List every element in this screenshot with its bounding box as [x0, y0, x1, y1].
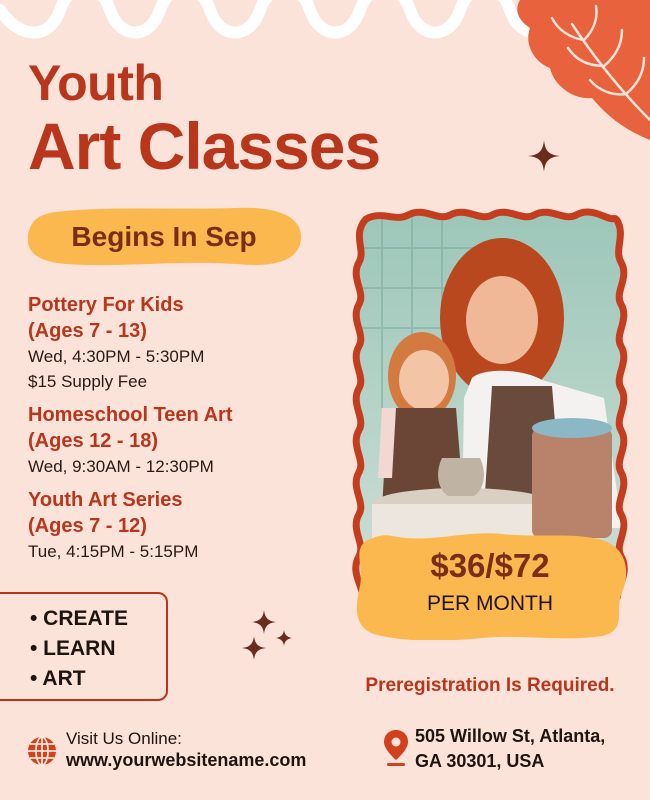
- address-line-1: 505 Willow St, Atlanta,: [415, 726, 606, 746]
- class-ages: (Ages 7 - 12): [28, 515, 147, 537]
- class-ages: (Ages 7 - 13): [28, 320, 147, 342]
- visit-label: Visit Us Online:: [66, 729, 182, 748]
- class-pottery-for-kids: [28, 292, 328, 394]
- sparkles-icon: [240, 610, 296, 664]
- class-name: Homeschool Teen Art: [28, 404, 233, 426]
- price-amount: $36/$72: [430, 547, 550, 584]
- sparkle-icon: [526, 138, 562, 174]
- location-pin-icon: [384, 730, 408, 766]
- title-line-1: Youth: [28, 55, 164, 111]
- class-homeschool-teen-art: [28, 402, 328, 479]
- class-youth-art-series: [28, 487, 328, 564]
- website-link[interactable]: www.yourwebsitename.com: [66, 750, 307, 770]
- address-line-2: GA 30301, USA: [415, 751, 545, 771]
- begins-label: Begins In Sep: [71, 221, 257, 252]
- bullet-art: • ART: [30, 667, 86, 690]
- class-schedule: [28, 292, 328, 572]
- highlights-box: [0, 592, 168, 701]
- bullet-create: • CREATE: [30, 607, 128, 630]
- preregistration-note: Preregistration Is Required.: [365, 675, 615, 696]
- leaf-icon: [500, 0, 650, 140]
- class-ages: (Ages 12 - 18): [28, 430, 159, 452]
- class-name: Youth Art Series: [28, 489, 183, 511]
- class-time: Tue, 4:15PM - 5:15PM: [28, 542, 199, 561]
- class-name: Pottery For Kids: [28, 294, 184, 316]
- class-time: Wed, 9:30AM - 12:30PM: [28, 457, 214, 476]
- class-time: Wed, 4:30PM - 5:30PM: [28, 347, 205, 366]
- price-period: PER MONTH: [427, 592, 553, 615]
- bullet-learn: • LEARN: [30, 637, 116, 660]
- page-title: Art Classes: [28, 109, 381, 183]
- globe-icon: [26, 735, 58, 767]
- decorative-loops: [0, 0, 560, 40]
- class-fee: $15 Supply Fee: [28, 372, 148, 391]
